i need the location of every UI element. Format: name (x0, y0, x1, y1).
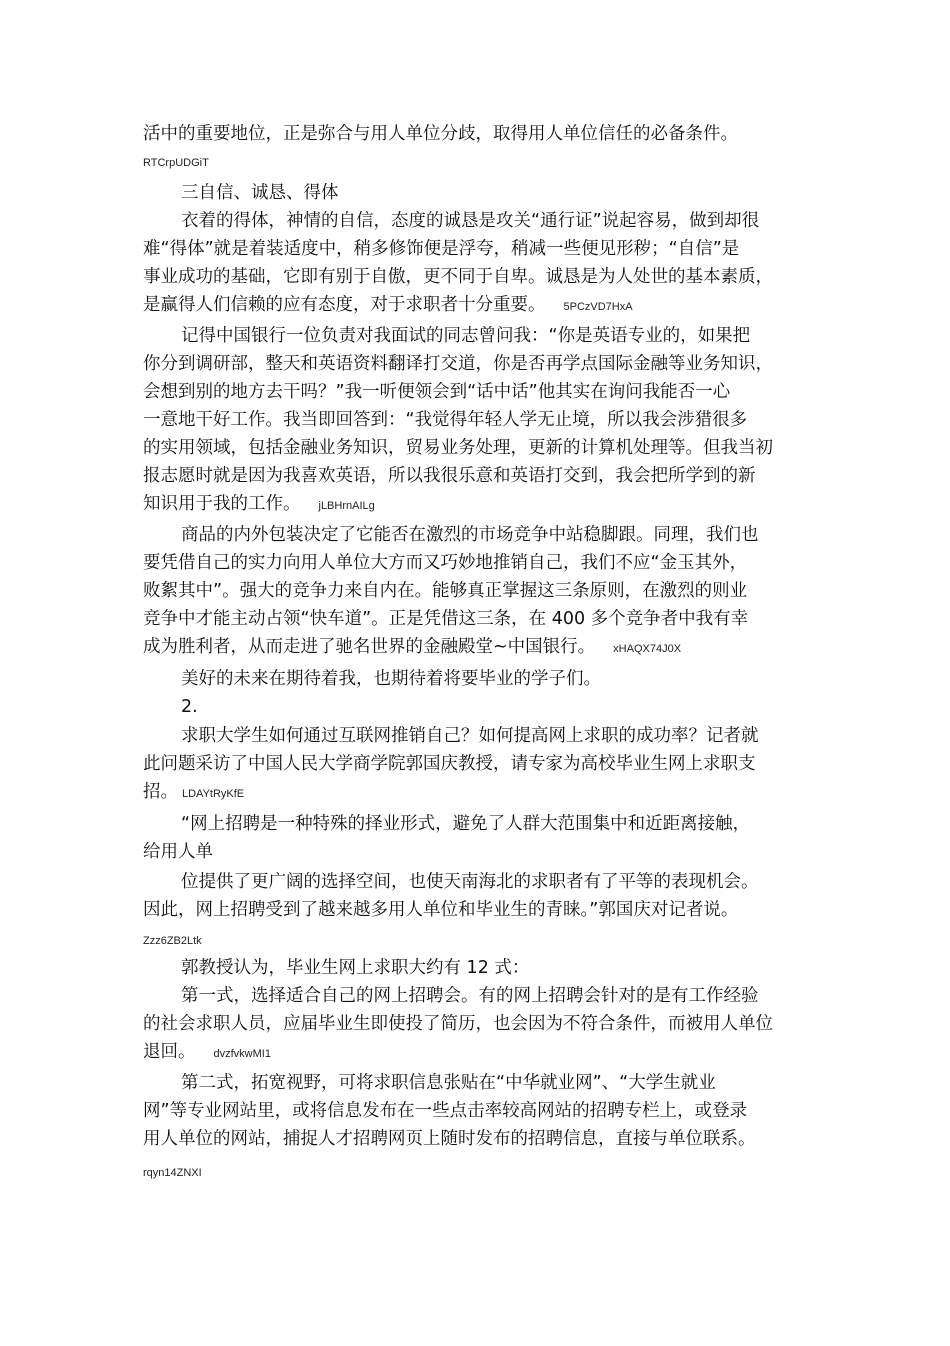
text-line: 败絮其中”。强大的竞争力来自内在。能够真正掌握这三条原则，在激烈的则业 (143, 581, 748, 601)
text-line: 郭教授认为，毕业生网上求职大约有 12 式： (181, 958, 530, 978)
text-segment: 招。 (143, 782, 178, 802)
text-line: 要凭借自己的实力向用人单位大方而又巧妙地推销自己，我们不应“金玉其外， (143, 553, 748, 573)
code-tag: rqyn14ZNXI (143, 1167, 202, 1179)
section-number: 2. (181, 697, 198, 717)
text-line: 网”等专业网站里，或将信息发布在一些点击率较高网站的招聘专栏上，或登录 (143, 1101, 748, 1121)
text-line: 第二式，拓宽视野，可将求职信息张贴在“中华就业网”、“大学生就业 (181, 1073, 716, 1093)
code-tag: 5PCzVD7HxA (563, 301, 633, 313)
code-tag: LDAYtRyKfE (182, 788, 245, 800)
text-line: 位提供了更广阔的选择空间，也使天南海北的求职者有了平等的表现机会。 (181, 872, 759, 892)
text-line: 求职大学生如何通过互联网推销自己？如何提高网上求职的成功率？记者就 (181, 726, 759, 746)
text-line: 的社会求职人员，应届毕业生即使投了简历，也会因为不符合条件，而被用人单位 (143, 1014, 773, 1034)
text-line: 会想到别的地方去干吗？”我一听便领会到“话中话”他其实在询问我能否一心 (143, 382, 731, 402)
text-segment: 知识用于我的工作。 (143, 494, 301, 514)
text-line: 竞争中才能主动占领“快车道”。正是凭借这三条，在 400 多个竞争者中我有幸 (143, 609, 749, 629)
text-line (143, 1040, 810, 1066)
text-line: 你分到调研部，整天和英语资料翻译打交道，你是否再学点国际金融等业务知识， (143, 354, 773, 374)
text-line: 活中的重要地位，正是弥合与用人单位分歧，取得用人单位信任的必备条件。 (143, 124, 738, 144)
text-line (143, 635, 810, 661)
text-line (143, 293, 810, 319)
text-line: 的实用领域，包括金融业务知识，贸易业务处理，更新的计算机处理等。但我当初 (143, 438, 773, 458)
section-heading: 三自信、诚恳、得体 (181, 183, 339, 203)
text-line: 记得中国银行一位负责对我面试的同志曾问我：“你是英语专业的，如果把 (181, 326, 751, 346)
text-line: 报志愿时就是因为我喜欢英语，所以我很乐意和英语打交到，我会把所学到的新 (143, 466, 756, 486)
text-line: 一意地干好工作。我当即回答到：“我觉得年轻人学无止境，所以我会涉猎很多 (143, 410, 748, 430)
text-line: 第一式，选择适合自己的网上招聘会。有的网上招聘会针对的是有工作经验 (181, 986, 759, 1006)
text-line: 美好的未来在期待着我，也期待着将要毕业的学子们。 (181, 669, 601, 689)
text-line: 此问题采访了中国人民大学商学院郭国庆教授，请专家为高校毕业生网上求职支 (143, 754, 756, 774)
text-segment: 是赢得人们信赖的应有态度，对于求职者十分重要。 (143, 295, 546, 315)
text-line: “网上招聘是一种特殊的择业形式，避免了人群大范围集中和近距离接触， (181, 814, 751, 834)
text-line (143, 780, 810, 806)
text-line: 商品的内外包装决定了它能否在激烈的市场竞争中站稳脚跟。同理，我们也 (181, 525, 759, 545)
code-tag: Zzz6ZB2Ltk (143, 935, 202, 947)
code-tag: jLBHrnAILg (318, 500, 375, 512)
text-line: 衣着的得体，神情的自信，态度的诚恳是攻关“通行证”说起容易，做到却很 (181, 211, 760, 231)
code-tag: dvzfvkwMI1 (213, 1048, 271, 1060)
code-tag: xHAQX74J0X (613, 643, 682, 655)
text-line: 事业成功的基础，它即有别于自傲，更不同于自卑。诚恳是为人处世的基本素质， (143, 267, 773, 287)
text-line: 因此，网上招聘受到了越来越多用人单位和毕业生的青睐。”郭国庆对记者说。 (143, 900, 739, 920)
text-segment: 成为胜利者，从而走进了驰名世界的金融殿堂~中国银行。 (143, 637, 596, 657)
code-tag: RTCrpUDGiT (143, 157, 209, 169)
text-line (143, 492, 810, 518)
text-line: 用人单位的网站，捕捉人才招聘网页上随时发布的招聘信息，直接与单位联系。 (143, 1129, 756, 1149)
text-line: 给用人单 (143, 842, 213, 862)
text-line: 难“得体”就是着装适度中，稍多修饰便是浮夸，稍减一些便见形秽；“自信”是 (143, 239, 740, 259)
text-segment: 退回。 (143, 1042, 196, 1062)
